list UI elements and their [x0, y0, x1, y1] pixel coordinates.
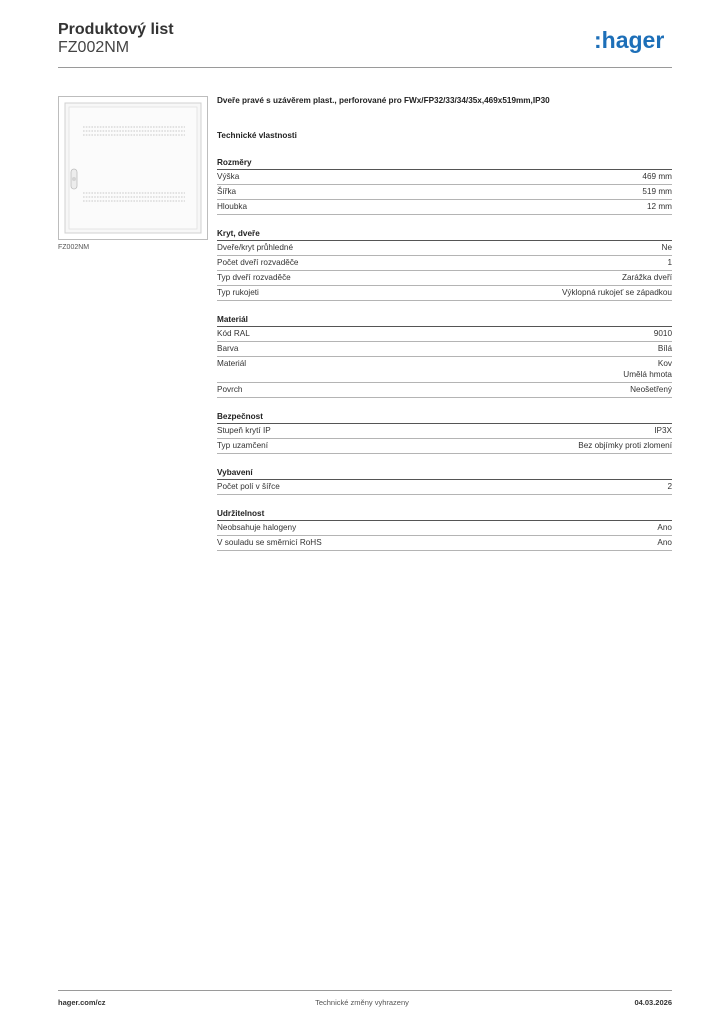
footer-divider [58, 990, 672, 991]
spec-label: Materiál [217, 359, 247, 368]
spec-row [217, 200, 672, 215]
spec-value [642, 186, 672, 197]
spec-value [657, 522, 672, 533]
spec-row [217, 536, 672, 551]
spec-row [217, 256, 672, 271]
spec-label: Šířka [217, 187, 237, 196]
spec-value [622, 272, 672, 283]
spec-value-line: 469 mm [642, 172, 672, 181]
spec-value-line: Ano [657, 523, 672, 532]
spec-row [217, 439, 672, 454]
spec-value-line: Výklopná rukojeť se západkou [561, 288, 672, 297]
spec-value-line: 9010 [653, 329, 672, 338]
spec-value [657, 537, 672, 548]
section-title: Vybavení [217, 466, 672, 480]
spec-label: V souladu se směrnicí RoHS [217, 538, 322, 547]
spec-label: Počet dveří rozvaděče [217, 258, 299, 267]
logo-text: :hager [594, 27, 665, 53]
spec-label: Typ rukojeti [217, 288, 259, 297]
spec-row [217, 424, 672, 439]
spec-label: Barva [217, 344, 239, 353]
spec-value [623, 358, 672, 380]
spec-value-line: Umělá hmota [623, 370, 672, 379]
spec-value-line: Ne [661, 243, 672, 252]
spec-row [217, 241, 672, 256]
spec-label: Stupeň krytí IP [217, 426, 271, 435]
product-image [58, 96, 208, 240]
specifications-table [217, 156, 672, 551]
spec-value [667, 481, 672, 492]
section-title: Rozměry [217, 156, 672, 170]
spec-value [647, 201, 672, 212]
spec-value-line: Bez objímky proti zlomení [578, 441, 672, 450]
technical-heading: Technické vlastnosti [217, 131, 297, 140]
spec-value-line: 12 mm [646, 202, 672, 211]
product-code: FZ002NM [58, 39, 130, 56]
spec-row [217, 271, 672, 286]
spec-label: Hloubka [217, 202, 248, 211]
spec-value [642, 171, 672, 182]
spec-value-line: IP3X [654, 426, 672, 435]
spec-row [217, 286, 672, 301]
spec-value [658, 343, 672, 354]
spec-label: Kód RAL [217, 329, 250, 338]
spec-label: Typ uzamčení [217, 441, 268, 450]
spec-label: Povrch [217, 385, 243, 394]
spec-row [217, 357, 672, 383]
spec-value [562, 287, 672, 298]
spec-value-line: Bílá [657, 344, 672, 353]
footer-note: Technické změny vyhrazeny [315, 998, 409, 1007]
image-caption: FZ002NM [58, 244, 90, 251]
spec-value [654, 328, 672, 339]
spec-row [217, 327, 672, 342]
spec-label: Typ dveří rozvaděče [217, 273, 291, 282]
spec-label: Počet polí v šířce [217, 482, 280, 491]
spec-value-line: Ano [657, 538, 672, 547]
hager-logo[interactable] [594, 26, 674, 56]
section-title: Udržitelnost [217, 507, 672, 521]
spec-value [654, 425, 672, 436]
spec-label: Výška [217, 172, 240, 181]
footer-website[interactable]: hager.com/cz [58, 998, 106, 1007]
spec-value-line: Neošetřený [630, 385, 672, 394]
section-title: Kryt, dveře [217, 227, 672, 241]
spec-row [217, 383, 672, 398]
spec-row [217, 521, 672, 536]
spec-row [217, 480, 672, 495]
spec-value [578, 440, 672, 451]
footer-date: 04.03.2026 [634, 998, 672, 1007]
spec-label: Dveře/kryt průhledné [217, 243, 293, 252]
spec-value-line: 1 [667, 258, 672, 267]
product-description: Dveře pravé s uzávěrem plast., perforované pro FWx/FP32/33/34/35x,469x519mm,IP30 [217, 96, 550, 105]
spec-value-line: 519 mm [642, 187, 672, 196]
page-title: Produktový list [58, 21, 174, 38]
spec-row [217, 185, 672, 200]
spec-value-line: Kov [657, 359, 672, 368]
section-title: Bezpečnost [217, 410, 672, 424]
spec-row [217, 342, 672, 357]
spec-value [662, 242, 672, 253]
spec-row [217, 170, 672, 185]
header-divider [58, 67, 672, 68]
spec-value-line: Zarážka dveří [621, 273, 672, 282]
spec-label: Neobsahuje halogeny [217, 523, 297, 532]
spec-value-line: 2 [667, 482, 672, 491]
spec-value [630, 384, 672, 395]
section-title: Materiál [217, 313, 672, 327]
spec-value [667, 257, 672, 268]
